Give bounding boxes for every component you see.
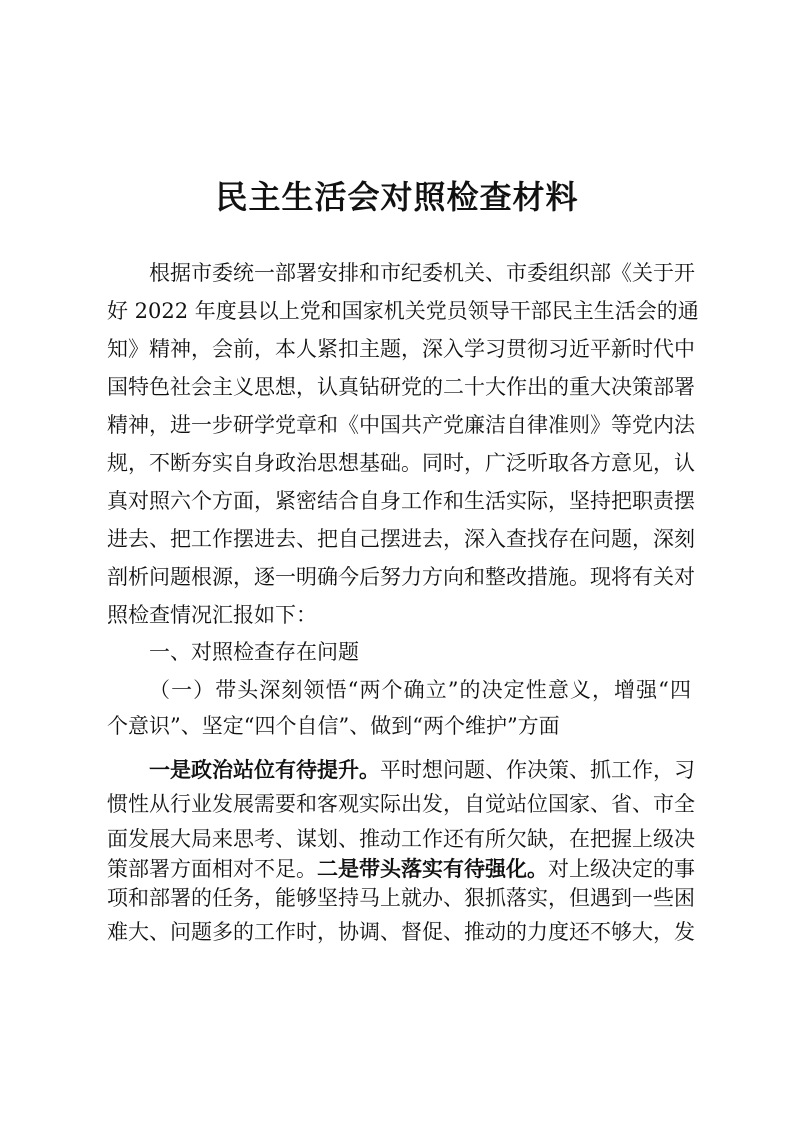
point-2-text: 对上级决定的事 [548, 857, 695, 881]
point-1-heading: 一是政治站位有待提升。 [149, 758, 380, 782]
intro-line: 根据市委统一部署安排和市纪委机关、市委组织部《关于开 [149, 261, 695, 285]
problem-line: 惯性从行业发展需要和客观实际出发，自觉站位国家、省、市全 [107, 792, 695, 816]
section-heading: 一、对照检查存在问题 [149, 640, 359, 664]
problem-line: 项和部署的任务，能够坚持马上就办、狠抓落实，但遇到一些困 [107, 886, 695, 910]
intro-line: 规，不断夯实自身政治思想基础。同时，广泛听取各方意见，认 [107, 451, 695, 475]
problem-line [149, 755, 695, 785]
document-title: 民主生活会对照检查材料 [215, 178, 579, 216]
subsection-line: （一）带头深刻领悟“两个确立”的决定性意义，增强“四 [149, 678, 691, 702]
intro-line: 照检查情况汇报如下： [107, 603, 317, 627]
problem-line: 难大、问题多的工作时，协调、督促、推动的力度还不够大，发 [107, 920, 695, 944]
problem-line [107, 854, 695, 884]
intro-line: 真对照六个方面，紧密结合自身工作和生活实际，坚持把职责摆 [107, 489, 695, 513]
problem-line: 面发展大局来思考、谋划、推动工作还有所欠缺，在把握上级决 [107, 827, 695, 851]
intro-line: 剖析问题根源，逐一明确今后努力方向和整改措施。现将有关对 [107, 565, 695, 589]
intro-line: 国特色社会主义思想，认真钻研党的二十大作出的重大决策部署 [107, 375, 695, 399]
intro-line: 知》精神，会前，本人紧扣主题，深入学习贯彻习近平新时代中 [107, 337, 695, 361]
point-1-text-end: 策部署方面相对不足。 [107, 857, 317, 881]
intro-line: 进去、把工作摆进去、把自己摆进去，深入查找存在问题，深刻 [107, 527, 695, 551]
intro-line: 精神，进一步研学党章和《中国共产党廉洁自律准则》等党内法 [107, 413, 695, 437]
point-1-text: 平时想问题、作决策、抓工作，习 [380, 758, 695, 782]
subsection-line: 个意识”、坚定“四个自信”、做到“两个维护”方面 [107, 714, 560, 738]
point-2-heading: 二是带头落实有待强化。 [317, 857, 548, 881]
intro-line: 好 2022 年度县以上党和国家机关党员领导干部民主生活会的通 [107, 299, 699, 323]
